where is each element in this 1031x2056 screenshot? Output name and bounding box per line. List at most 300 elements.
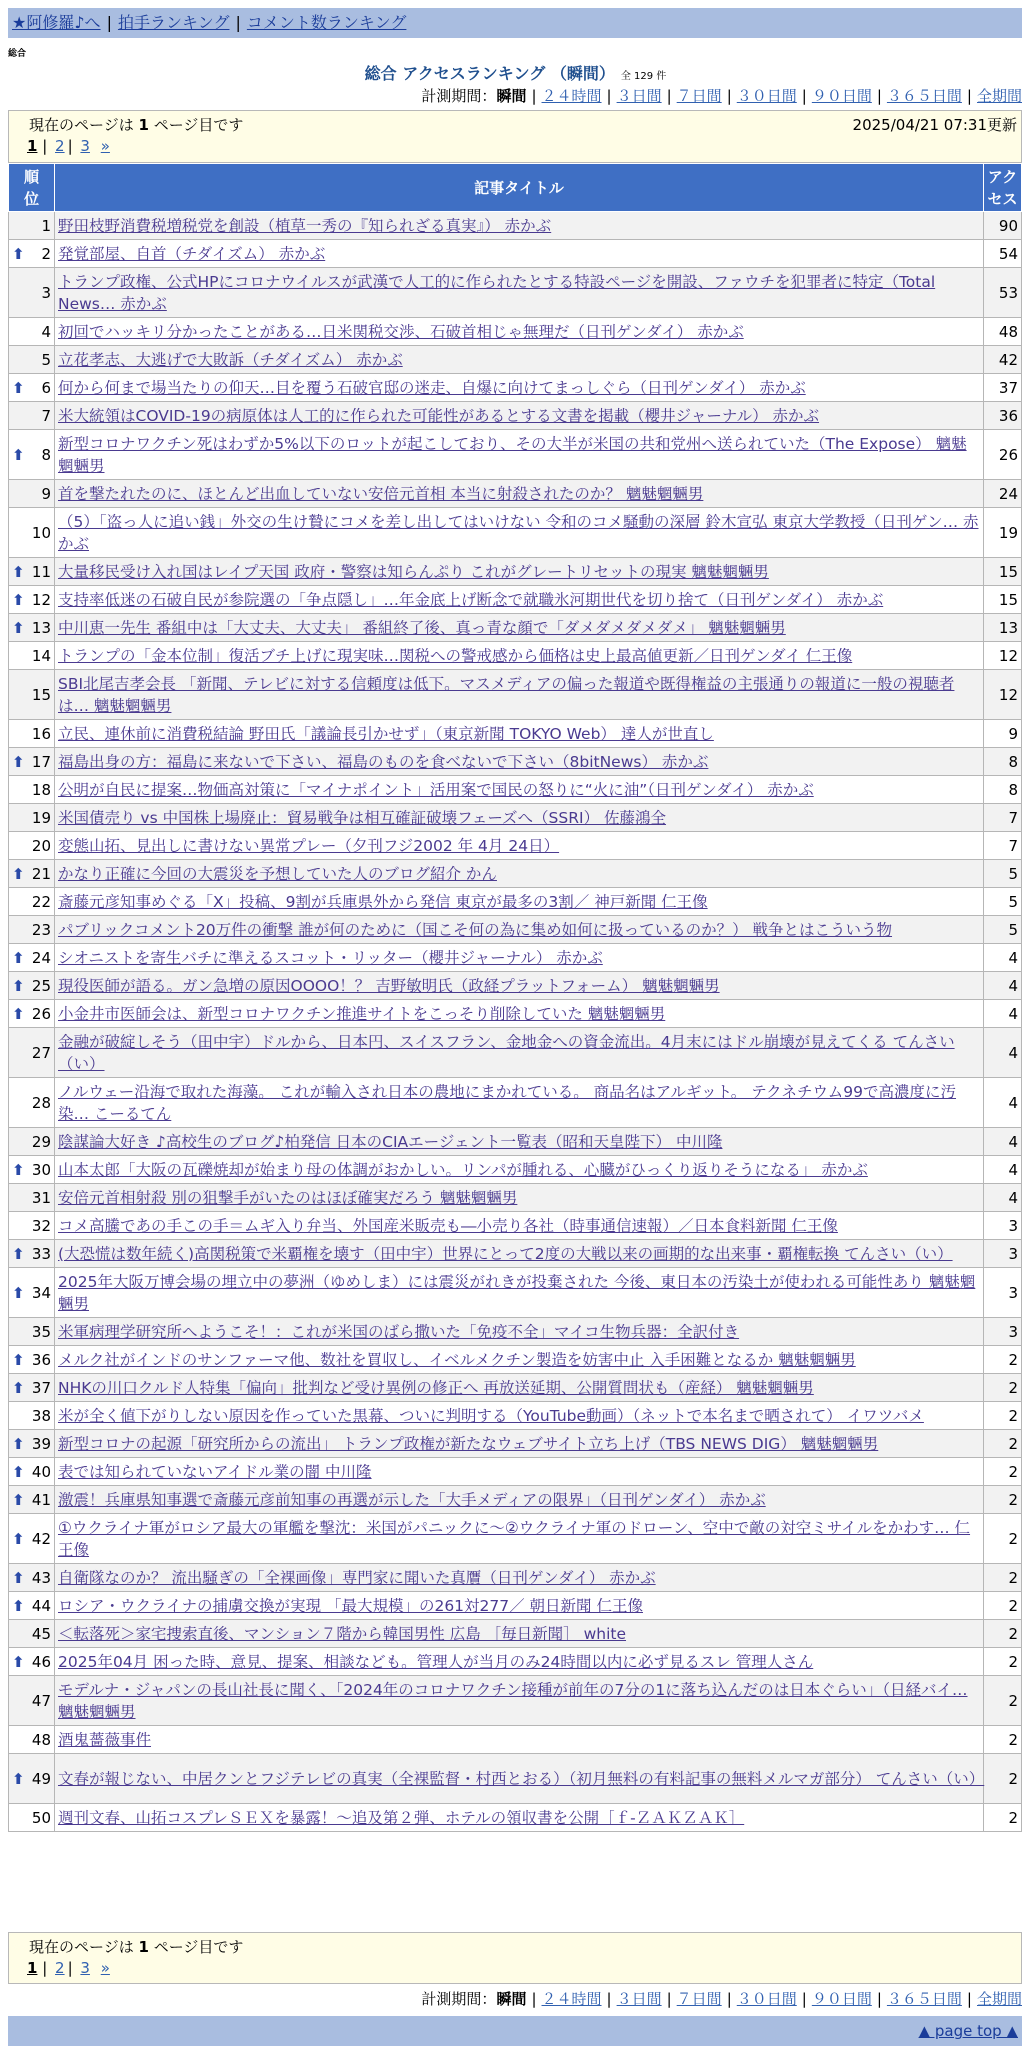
article-link[interactable]: 支持率低迷の石破自民が参院選の「争点隠し」…年金底上げ断念で就職氷河期世代を切り捨て（日刊ゲンダイ） 赤かぶ xyxy=(58,590,884,609)
access-count: 4 xyxy=(984,944,1022,972)
rank-cell xyxy=(9,1592,55,1620)
table-row xyxy=(9,1620,1022,1648)
access-count: 2 xyxy=(984,1374,1022,1402)
access-count: 3 xyxy=(984,1318,1022,1346)
access-count: 4 xyxy=(984,1028,1022,1078)
page-link-2[interactable]: 2 xyxy=(55,1959,65,1977)
article-link[interactable]: 金融が破綻しそう（田中宇）ドルから、日本円、スイスフラン、金地金への資金流出。4月末にはドル崩壊が見えてくる てんさい（い） xyxy=(58,1032,955,1073)
access-count: 4 xyxy=(984,1184,1022,1212)
title-cell xyxy=(55,1514,984,1564)
table-row xyxy=(9,642,1022,670)
rank-cell xyxy=(9,346,55,374)
up-arrow-icon: ⬆ xyxy=(12,1283,25,1302)
rank-number: 18 xyxy=(31,780,51,799)
table-row xyxy=(9,832,1022,860)
table-row xyxy=(9,480,1022,508)
access-count: 36 xyxy=(984,402,1022,430)
access-count: 37 xyxy=(984,374,1022,402)
article-link[interactable]: 初回でハッキリ分かったことがある…日米関税交渉、石破首相じゃ無理だ（日刊ゲンダイ） 赤かぶ xyxy=(58,322,744,341)
article-link[interactable]: 斎藤元彦知事めぐる「X」投稿、9割が兵庫県外から発信 東京が最多の3割／ 神戸新聞 仁王像 xyxy=(58,892,708,911)
pager-bottom xyxy=(8,1932,1022,1984)
up-arrow-icon: ⬆ xyxy=(12,976,25,995)
article-link[interactable]: ロシア・ウクライナの捕虜交換が実現 「最大規模」の261対277／ 朝日新聞 仁王像 xyxy=(58,1596,643,1615)
rank-number: 22 xyxy=(31,892,51,911)
article-link[interactable]: ノルウェー沿海で取れた海藻。 これが輸入され日本の農地にまかれている。 商品名はアルギット。 テクネチウム99で高濃度に汚染… こーるてん xyxy=(58,1082,957,1123)
article-link[interactable]: （5）「盗っ人に追い銭」外交の生け贄にコメを差し出してはいけない 令和のコメ騒動の深層 鈴木宣弘 東京大学教授（日刊ゲン… 赤かぶ xyxy=(58,512,979,553)
access-count: 5 xyxy=(984,888,1022,916)
title-cell xyxy=(55,346,984,374)
table-row xyxy=(9,776,1022,804)
rank-cell xyxy=(9,1726,55,1754)
table-row xyxy=(9,1346,1022,1374)
title-cell xyxy=(55,1318,984,1346)
up-arrow-icon: ⬆ xyxy=(12,948,25,967)
table-row xyxy=(9,804,1022,832)
rank-cell xyxy=(9,1212,55,1240)
title-cell xyxy=(55,642,984,670)
article-link[interactable]: トランプ政権、公式HPにコロナウイルスが武漢で人工的に作られたとする特設ページを開設、ファウチを犯罪者に特定（Total News… 赤かぶ xyxy=(58,272,936,313)
title-cell xyxy=(55,1676,984,1726)
table-row xyxy=(9,586,1022,614)
rank-cell xyxy=(9,1346,55,1374)
period-selector-bottom: 計測期間：瞬間 | ２４時間 | ３日間 | ７日間 | ３０日間 | ９０日間 | ３６５日間 | 全期間 xyxy=(421,1990,1022,2008)
rank-cell xyxy=(9,1430,55,1458)
table-row xyxy=(9,944,1022,972)
rank-cell xyxy=(9,240,55,268)
article-link[interactable]: ＜転落死＞家宅捜索直後、マンション７階から韓国男性 広島 ［毎日新聞］ white xyxy=(58,1624,627,1643)
access-count: 2 xyxy=(984,1648,1022,1676)
rank-number: 31 xyxy=(31,1188,51,1207)
period-link-90d[interactable]: ９０日間 xyxy=(811,87,872,105)
rank-number: 7 xyxy=(41,406,51,425)
period-link-3d[interactable]: ３日間 xyxy=(616,87,662,105)
rank-number: 28 xyxy=(31,1093,51,1112)
rank-number: 27 xyxy=(31,1043,51,1062)
access-count: 2 xyxy=(984,1592,1022,1620)
title-cell xyxy=(55,1726,984,1754)
nav-link-comment-ranking[interactable]: コメント数ランキング xyxy=(246,13,407,32)
title-cell xyxy=(55,1754,984,1804)
up-arrow-icon: ⬆ xyxy=(12,1769,25,1788)
title-cell xyxy=(55,1592,984,1620)
rank-cell xyxy=(9,480,55,508)
access-count: 19 xyxy=(984,508,1022,558)
up-arrow-icon: ⬆ xyxy=(12,445,25,464)
article-link[interactable]: 週刊文春、山拓コスプレＳＥＸを暴露！～追及第２弾、ホテルの領収書を公開［ｆ-ＺＡＫＺＡＫ］ xyxy=(58,1808,745,1827)
access-count: 3 xyxy=(984,1240,1022,1268)
page-link-next[interactable]: » xyxy=(100,1959,110,1977)
article-link[interactable]: 変態山拓、見出しに書けない異常プレー（夕刊フジ2002 年 4月 24日） xyxy=(58,836,560,855)
title-cell xyxy=(55,1486,984,1514)
access-count: 15 xyxy=(984,586,1022,614)
period-link-7d[interactable]: ７日間 xyxy=(676,1990,722,2008)
ranking-table xyxy=(8,163,1022,1832)
rank-cell xyxy=(9,558,55,586)
rank-number: 24 xyxy=(31,948,51,967)
table-row xyxy=(9,888,1022,916)
up-arrow-icon: ⬆ xyxy=(12,752,25,771)
table-row xyxy=(9,1430,1022,1458)
up-arrow-icon: ⬆ xyxy=(12,378,25,397)
period-selector-top: 計測期間：瞬間 | ２４時間 | ３日間 | ７日間 | ３０日間 | ９０日間 | ３６５日間 | 全期間 xyxy=(421,87,1022,105)
title-cell xyxy=(55,558,984,586)
rank-number: 29 xyxy=(31,1132,51,1151)
page-link-next[interactable]: » xyxy=(100,137,110,155)
title-cell xyxy=(55,1156,984,1184)
access-count: 26 xyxy=(984,430,1022,480)
access-count: 2 xyxy=(984,1804,1022,1832)
nav-separator: | xyxy=(106,13,112,32)
access-count: 4 xyxy=(984,1128,1022,1156)
article-link[interactable]: かなり正確に今回の大震災を予想していた人のブログ紹介 かん xyxy=(58,864,497,883)
article-link[interactable]: SBI北尾吉孝会長 「新聞、テレビに対する信頼度は低下。マスメディアの偏った報道や既得権益の主張通りの報道に一般の視聴者は… 魑魅魍魎男 xyxy=(58,674,955,715)
article-link[interactable]: 激震！兵庫県知事選で斎藤元彦前知事の再選が示した「大手メディアの限界」（日刊ゲンダイ） 赤かぶ xyxy=(58,1490,766,1509)
table-row xyxy=(9,1078,1022,1128)
access-count: 4 xyxy=(984,1078,1022,1128)
title-cell xyxy=(55,430,984,480)
table-row xyxy=(9,1514,1022,1564)
article-link[interactable]: 立花孝志、大逃げで大敗訴（チダイズム） 赤かぶ xyxy=(58,350,403,369)
table-row xyxy=(9,1726,1022,1754)
table-row xyxy=(9,346,1022,374)
period-selected: 瞬間 xyxy=(496,1990,527,2008)
title-cell xyxy=(55,374,984,402)
rank-number: 8 xyxy=(41,445,51,464)
article-link[interactable]: コメ高騰であの手この手＝ムギ入り弁当、外国産米販売も―小売り各社（時事通信速報）／日本食料新聞 仁王像 xyxy=(58,1216,838,1235)
access-count: 2 xyxy=(984,1458,1022,1486)
rank-number: 9 xyxy=(41,484,51,503)
up-arrow-icon: ⬆ xyxy=(12,1434,25,1453)
article-link[interactable]: 新型コロナワクチン死はわずか5%以下のロットが起こしており、その大半が米国の共和党州へ送られていた（The Expose） 魑魅魍魎男 xyxy=(58,434,967,475)
rank-number: 36 xyxy=(31,1350,51,1369)
rank-cell xyxy=(9,720,55,748)
rank-number: 42 xyxy=(31,1529,51,1548)
access-count: 2 xyxy=(984,1430,1022,1458)
article-link[interactable]: (大恐慌は数年続く)高関税策で米覇権を壊す（田中宇）世界にとって2度の大戦以来の画期的な出来事・覇権転換 てんさい（い） xyxy=(58,1244,953,1263)
article-link[interactable]: 小金井市医師会は、新型コロナワクチン推進サイトをこっそり削除していた 魑魅魍魎男 xyxy=(58,1004,666,1023)
article-link[interactable]: ①ウクライナ軍がロシア最大の軍艦を撃沈：米国がパニックに～②ウクライナ軍のドローン、空中で敵の対空ミサイルをかわす… 仁王像 xyxy=(58,1518,971,1559)
title-cell xyxy=(55,1402,984,1430)
access-count: 2 xyxy=(984,1346,1022,1374)
article-link[interactable]: 2025年04月 困った時、意見、提案、相談なども。管理人が当月のみ24時間以内に必ず見るスレ 管理人さん xyxy=(58,1652,814,1671)
period-link-365d[interactable]: ３６５日間 xyxy=(886,1990,962,2008)
article-link[interactable]: 発覚部屋、自首（チダイズム） 赤かぶ xyxy=(58,244,326,263)
period-label: 計測期間： xyxy=(421,87,497,105)
title-cell xyxy=(55,1268,984,1318)
table-row xyxy=(9,1564,1022,1592)
table-row xyxy=(9,430,1022,480)
rank-cell xyxy=(9,1486,55,1514)
table-row xyxy=(9,1754,1022,1804)
table-row xyxy=(9,240,1022,268)
article-link[interactable]: トランプの「金本位制」復活ブチ上げに現実味…関税への警戒感から価格は史上最高値更新／日刊ゲンダイ 仁王像 xyxy=(58,646,853,665)
rank-number: 4 xyxy=(41,322,51,341)
rank-cell xyxy=(9,1268,55,1318)
rank-number: 14 xyxy=(31,646,51,665)
period-link-7d[interactable]: ７日間 xyxy=(676,87,722,105)
up-arrow-icon: ⬆ xyxy=(12,864,25,883)
access-count: 53 xyxy=(984,268,1022,318)
rank-cell xyxy=(9,508,55,558)
rank-cell xyxy=(9,1514,55,1564)
updated-timestamp: 2025/04/21 07:31更新 xyxy=(852,116,1017,134)
table-row xyxy=(9,1240,1022,1268)
up-arrow-icon: ⬆ xyxy=(12,1244,25,1263)
rank-cell xyxy=(9,1804,55,1832)
rank-cell xyxy=(9,1000,55,1028)
period-link-30d[interactable]: ３０日間 xyxy=(736,1990,797,2008)
access-count: 48 xyxy=(984,318,1022,346)
table-row xyxy=(9,1212,1022,1240)
rank-cell xyxy=(9,1676,55,1726)
table-row xyxy=(9,1486,1022,1514)
access-count: 4 xyxy=(984,1156,1022,1184)
access-count: 13 xyxy=(984,614,1022,642)
table-row xyxy=(9,1374,1022,1402)
rank-cell xyxy=(9,1458,55,1486)
rank-cell xyxy=(9,1620,55,1648)
table-row xyxy=(9,1648,1022,1676)
title-cell xyxy=(55,748,984,776)
access-count: 4 xyxy=(984,1000,1022,1028)
rank-cell xyxy=(9,972,55,1000)
rank-number: 46 xyxy=(31,1652,51,1671)
rank-cell xyxy=(9,860,55,888)
nav-separator: | xyxy=(235,13,241,32)
title-cell xyxy=(55,720,984,748)
title-cell xyxy=(55,1184,984,1212)
table-row xyxy=(9,1000,1022,1028)
title-cell xyxy=(55,1804,984,1832)
up-arrow-icon: ⬆ xyxy=(12,1529,25,1548)
rank-cell xyxy=(9,804,55,832)
title-cell xyxy=(55,1648,984,1676)
table-row xyxy=(9,860,1022,888)
table-row xyxy=(9,1804,1022,1832)
page-link-3[interactable]: 3 xyxy=(80,137,90,155)
table-row xyxy=(9,268,1022,318)
title-cell xyxy=(55,776,984,804)
nav-link-asyura[interactable]: ★阿修羅♪へ xyxy=(12,13,101,32)
rank-cell xyxy=(9,1564,55,1592)
access-count: 12 xyxy=(984,670,1022,720)
rank-cell xyxy=(9,832,55,860)
period-link-365d[interactable]: ３６５日間 xyxy=(886,87,962,105)
article-link[interactable]: 福島出身の方：福島に来ないで下さい、福島のものを食べないで下さい（8bitNews） 赤かぶ xyxy=(58,752,709,771)
access-count: 2 xyxy=(984,1514,1022,1564)
rank-number: 25 xyxy=(31,976,51,995)
article-link[interactable]: モデルナ・ジャパンの長山社長に聞く、「2024年のコロナワクチン接種が前年の7分の1に落ち込んだのは日本ぐらい」（日経バイ… 魑魅魍魎男 xyxy=(58,1680,968,1721)
title-cell xyxy=(55,832,984,860)
article-link[interactable]: 新型コロナの起源「研究所からの流出」 トランプ政権が新たなウェブサイト立ち上げ（TBS NEWS DIG） 魑魅魍魎男 xyxy=(58,1434,879,1453)
title-cell xyxy=(55,1028,984,1078)
rank-cell xyxy=(9,670,55,720)
access-count: 3 xyxy=(984,1268,1022,1318)
up-arrow-icon: ⬆ xyxy=(12,1350,25,1369)
rank-cell xyxy=(9,1240,55,1268)
access-count: 42 xyxy=(984,346,1022,374)
article-link[interactable]: パブリックコメント20万件の衝撃 誰が何のために（国こそ何の為に集め如何に扱っているのか？） 戦争とはこういう物 xyxy=(58,920,893,939)
up-arrow-icon: ⬆ xyxy=(12,562,25,581)
header-access: アクセス xyxy=(984,164,1022,212)
rank-number: 20 xyxy=(31,836,51,855)
up-arrow-icon: ⬆ xyxy=(12,1462,25,1481)
rank-cell xyxy=(9,642,55,670)
page-link-2[interactable]: 2 xyxy=(55,137,65,155)
up-arrow-icon: ⬆ xyxy=(12,1652,25,1671)
rank-number: 47 xyxy=(31,1691,51,1710)
title-cell xyxy=(55,508,984,558)
rank-number: 34 xyxy=(31,1283,51,1302)
table-row xyxy=(9,972,1022,1000)
rank-cell xyxy=(9,1402,55,1430)
title-cell xyxy=(55,804,984,832)
article-link[interactable]: 安倍元首相射殺 別の狙撃手がいたのはほぼ確実だろう 魑魅魍魎男 xyxy=(58,1188,518,1207)
rank-cell xyxy=(9,1374,55,1402)
rank-number: 17 xyxy=(31,752,51,771)
article-link[interactable]: 自衛隊なのか？ 流出騒ぎの「全裸画像」専門家に聞いた真贋（日刊ゲンダイ） 赤かぶ xyxy=(58,1568,656,1587)
article-link[interactable]: メルク社がインドのサンファーマ他、数社を買収し、イベルメクチン製造を妨害中止 入手困難となるか 魑魅魍魎男 xyxy=(58,1350,856,1369)
rank-number: 19 xyxy=(31,808,51,827)
page-link-3[interactable]: 3 xyxy=(80,1959,90,1977)
title-cell xyxy=(55,1128,984,1156)
rank-number: 50 xyxy=(31,1808,51,1827)
rank-cell xyxy=(9,212,55,240)
period-link-30d[interactable]: ３０日間 xyxy=(736,87,797,105)
article-link[interactable]: 大量移民受け入れ国はレイプ天国 政府・警察は知らんぷり これがグレートリセットの現実 魑魅魍魎男 xyxy=(58,562,769,581)
page-top-link[interactable]: ▲ page top ▲ xyxy=(918,2022,1018,2040)
rank-number: 13 xyxy=(31,618,51,637)
table-row xyxy=(9,374,1022,402)
access-count: 2 xyxy=(984,1486,1022,1514)
rank-cell xyxy=(9,916,55,944)
rank-number: 21 xyxy=(31,864,51,883)
table-row xyxy=(9,508,1022,558)
rank-cell xyxy=(9,1028,55,1078)
period-link-3d[interactable]: ３日間 xyxy=(616,1990,662,2008)
article-link[interactable]: 現役医師が語る。ガン急増の原因OOOO！？ 吉野敏明氏（政経プラットフォーム） 魑魅魍魎男 xyxy=(58,976,720,995)
title-cell xyxy=(55,1430,984,1458)
pagination: 1 | 2 | 3 » xyxy=(27,137,110,155)
article-link[interactable]: 野田枝野消費税増税党を創設（植草一秀の『知られざる真実』） 赤かぶ xyxy=(58,216,552,235)
article-link[interactable]: 中川恵一先生 番組中は「大丈夫、大丈夫」 番組終了後、真っ青な顔で「ダメダメダメダメ」 魑魅魍魎男 xyxy=(58,618,786,637)
rank-number: 11 xyxy=(31,562,51,581)
rank-cell xyxy=(9,1078,55,1128)
table-row xyxy=(9,1318,1022,1346)
table-row xyxy=(9,916,1022,944)
article-link[interactable]: 米軍病理学研究所へようこそ！：これが米国のばら撒いた「免疫不全」マイコ生物兵器：全訳付き xyxy=(58,1322,740,1341)
rank-number: 16 xyxy=(31,724,51,743)
title-cell xyxy=(55,1240,984,1268)
title-cell xyxy=(55,1564,984,1592)
article-link[interactable]: NHKの川口クルド人特集「偏向」批判など受け異例の修正へ 再放送延期、公開質問状も（産経） 魑魅魍魎男 xyxy=(58,1378,814,1397)
rank-cell xyxy=(9,402,55,430)
title-cell xyxy=(55,1374,984,1402)
table-row xyxy=(9,1156,1022,1184)
rank-number: 41 xyxy=(31,1490,51,1509)
period-link-all[interactable]: 全期間 xyxy=(976,1990,1022,2008)
article-link[interactable]: 表では知られていないアイドル業の闇 中川隆 xyxy=(58,1462,372,1481)
rank-cell xyxy=(9,1318,55,1346)
rank-number: 39 xyxy=(31,1434,51,1453)
rank-cell xyxy=(9,1648,55,1676)
access-count: 2 xyxy=(984,1676,1022,1726)
title-cell xyxy=(55,944,984,972)
article-link[interactable]: 何から何まで場当たりの仰天…目を覆う石破官邸の迷走、自爆に向けてまっしぐら（日刊ゲンダイ） 赤かぶ xyxy=(58,378,806,397)
table-row xyxy=(9,1028,1022,1078)
nav-link-clap-ranking[interactable]: 拍手ランキング xyxy=(117,13,230,32)
title-cell xyxy=(55,586,984,614)
title-cell xyxy=(55,1458,984,1486)
article-link[interactable]: 米大統領はCOVID-19の病原体は人工的に作られた可能性があるとする文書を掲載（櫻井ジャーナル） 赤かぶ xyxy=(58,406,820,425)
top-nav xyxy=(8,8,1022,38)
period-link-90d[interactable]: ９０日間 xyxy=(811,1990,872,2008)
rank-cell xyxy=(9,374,55,402)
up-arrow-icon: ⬆ xyxy=(12,1378,25,1397)
up-arrow-icon: ⬆ xyxy=(12,244,25,263)
period-link-all[interactable]: 全期間 xyxy=(976,87,1022,105)
period-label: 計測期間： xyxy=(421,1990,497,2008)
article-link[interactable]: 立民、連休前に消費税結論 野田氏「議論長引かせず」（東京新聞 TOKYO Web） 達人が世直し xyxy=(58,724,714,743)
rank-cell xyxy=(9,776,55,804)
article-link[interactable]: 酒鬼薔薇事件 xyxy=(58,1730,152,1749)
rank-number: 5 xyxy=(41,350,51,369)
access-count: 8 xyxy=(984,776,1022,804)
rank-cell xyxy=(9,268,55,318)
rank-cell xyxy=(9,1156,55,1184)
rank-number: 44 xyxy=(31,1596,51,1615)
table-row xyxy=(9,1592,1022,1620)
article-link[interactable]: 陰謀論大好き ♪高校生のブログ♪柏発信 日本のCIAエージェント一覧表（昭和天皇陛下） 中川隆 xyxy=(58,1132,723,1151)
period-link-24h[interactable]: ２４時間 xyxy=(541,87,602,105)
page-title-text: 総合 アクセスランキング （瞬間） xyxy=(364,64,615,83)
article-link[interactable]: 文春が報じない、中居クンとフジテレビの真実（全裸監督・村西とおる）（初月無料の有料記事の無料メルマガ部分） てんさい（い） xyxy=(58,1769,985,1788)
title-cell xyxy=(55,860,984,888)
rank-number: 26 xyxy=(31,1004,51,1023)
access-count: 15 xyxy=(984,558,1022,586)
up-arrow-icon: ⬆ xyxy=(12,1004,25,1023)
article-link[interactable]: シオニストを寄生バチに準えるスコット・リッター（櫻井ジャーナル） 赤かぶ xyxy=(58,948,603,967)
table-row xyxy=(9,1184,1022,1212)
access-count: 5 xyxy=(984,916,1022,944)
article-link[interactable]: 山本太郎「大阪の瓦礫焼却が始まり母の体調がおかしい。リンパが腫れる、心臓がひっくり返りそうになる」 赤かぶ xyxy=(58,1160,868,1179)
article-link[interactable]: 首を撃たれたのに、ほとんど出血していない安倍元首相 本当に射殺されたのか？ 魑魅魍魎男 xyxy=(58,484,704,503)
article-link[interactable]: 2025年大阪万博会場の埋立中の夢洲（ゆめしま）には震災がれきが投棄された 今後、東日本の汚染土が使われる可能性あり 魑魅魍魎男 xyxy=(58,1272,976,1313)
rank-number: 2 xyxy=(41,244,51,263)
period-link-24h[interactable]: ２４時間 xyxy=(541,1990,602,2008)
rank-number: 30 xyxy=(31,1160,51,1179)
access-count: 8 xyxy=(984,748,1022,776)
rank-number: 6 xyxy=(41,378,51,397)
article-link[interactable]: 公明が自民に提案…物価高対策に「マイナポイント」活用案で国民の怒りに“火に油”（日刊ゲンダイ） 赤かぶ xyxy=(58,780,814,799)
article-link[interactable]: 米国債売り vs 中国株上場廃止：貿易戦争は相互確証破壊フェーズへ（SSRI） 佐藤鴻全 xyxy=(58,808,667,827)
rank-cell xyxy=(9,944,55,972)
access-count: 9 xyxy=(984,720,1022,748)
total-count: 全 129 件 xyxy=(620,71,667,82)
rank-number: 37 xyxy=(31,1378,51,1397)
up-arrow-icon: ⬆ xyxy=(12,1160,25,1179)
table-row xyxy=(9,1128,1022,1156)
article-link[interactable]: 米が全く値下がりしない原因を作っていた黒幕、ついに判明する（YouTube動画）（ネットで本名まで晒されて） イワツバメ xyxy=(58,1406,924,1425)
access-count: 5 xyxy=(984,860,1022,888)
rank-cell xyxy=(9,1184,55,1212)
period-selected: 瞬間 xyxy=(496,87,527,105)
page-current: 1 xyxy=(27,137,38,155)
rank-number: 10 xyxy=(31,523,51,542)
title-cell xyxy=(55,888,984,916)
access-count: 7 xyxy=(984,832,1022,860)
rank-number: 23 xyxy=(31,920,51,939)
